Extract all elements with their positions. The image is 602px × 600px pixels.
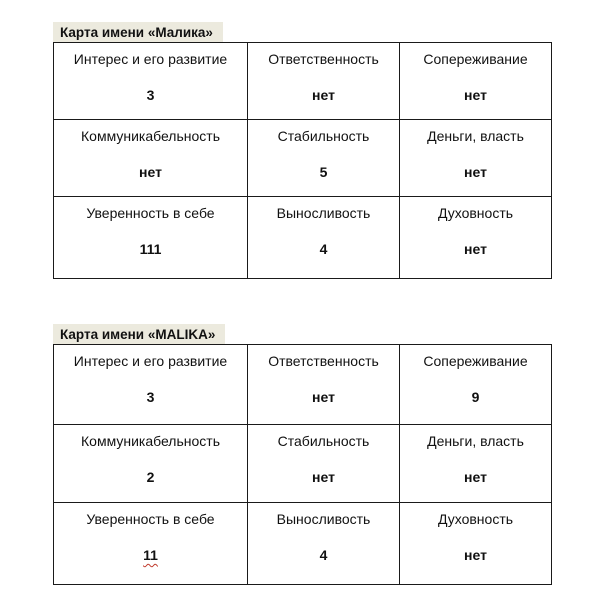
cell-self-confidence (54, 503, 248, 585)
cell-interest (54, 43, 248, 120)
cell-value: нет (312, 469, 335, 485)
cell-value: 3 (146, 87, 155, 103)
cell-spirituality (400, 197, 552, 279)
cell-value: 9 (471, 389, 480, 405)
name-map-malika-latin (53, 324, 551, 585)
cell-responsibility (248, 43, 400, 120)
map-title: Карта имени «Малика» (53, 22, 223, 42)
map-table (53, 42, 552, 279)
cell-label: Интерес и его развитие (73, 353, 228, 369)
cell-money-power (400, 425, 552, 503)
cell-communicability (54, 425, 248, 503)
cell-spirituality (400, 503, 552, 585)
cell-label: Деньги, власть (427, 433, 524, 449)
cell-value: 5 (319, 164, 328, 180)
cell-empathy (400, 345, 552, 425)
cell-label: Деньги, власть (427, 128, 524, 144)
cell-label: Выносливость (276, 205, 371, 221)
cell-money-power (400, 120, 552, 197)
cell-label: Уверенность в себе (86, 511, 215, 527)
cell-label: Духовность (437, 205, 514, 221)
cell-value: нет (464, 241, 487, 257)
cell-empathy (400, 43, 552, 120)
cell-self-confidence (54, 197, 248, 279)
cell-value: нет (312, 389, 335, 405)
cell-label: Выносливость (276, 511, 371, 527)
cell-value: нет (464, 87, 487, 103)
cell-endurance (248, 197, 400, 279)
map-title: Карта имени «MALIKA» (53, 324, 225, 344)
cell-stability (248, 425, 400, 503)
cell-label: Уверенность в себе (86, 205, 215, 221)
cell-endurance (248, 503, 400, 585)
cell-stability (248, 120, 400, 197)
cell-value: нет (139, 164, 162, 180)
cell-responsibility (248, 345, 400, 425)
cell-value: 4 (319, 241, 328, 257)
cell-label: Сопереживание (423, 51, 528, 67)
cell-value: нет (464, 547, 487, 563)
cell-label: Интерес и его развитие (73, 51, 228, 67)
cell-communicability (54, 120, 248, 197)
cell-label: Стабильность (277, 128, 370, 144)
cell-label: Коммуникабельность (81, 433, 220, 449)
cell-value: 111 (139, 241, 162, 257)
cell-label: Ответственность (268, 51, 379, 67)
cell-value: 11 (143, 547, 158, 563)
cell-label: Стабильность (277, 433, 370, 449)
cell-interest (54, 345, 248, 425)
cell-value: нет (312, 87, 335, 103)
cell-value: 2 (146, 469, 155, 485)
name-map-malika (53, 22, 551, 279)
cell-label: Коммуникабельность (81, 128, 220, 144)
map-table (53, 344, 552, 585)
cell-value: нет (464, 164, 487, 180)
cell-label: Духовность (437, 511, 514, 527)
cell-label: Сопереживание (423, 353, 528, 369)
cell-label: Ответственность (268, 353, 379, 369)
cell-value: нет (464, 469, 487, 485)
cell-value: 4 (319, 547, 328, 563)
cell-value: 3 (146, 389, 155, 405)
